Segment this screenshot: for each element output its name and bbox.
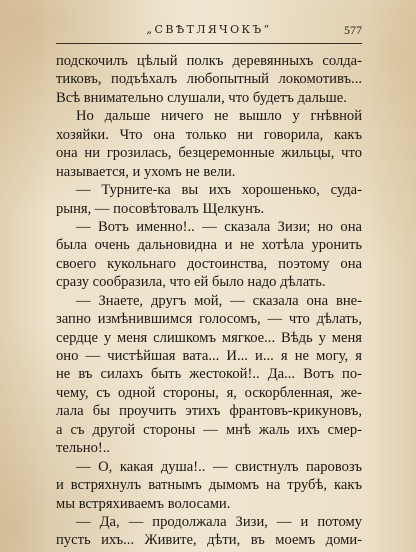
body-text <box>56 52 362 550</box>
running-title: „СВѢТЛЯЧОКЪ“ <box>146 23 272 36</box>
text-line: мы встряхиваемъ волосами. <box>56 495 231 512</box>
text-line: — О, какая душа!.. — свистнулъ паровозъ <box>76 458 362 475</box>
text-line: не въ силахъ быть жестокой!.. Да... Вотъ по- <box>56 366 362 383</box>
text-line: она ни грозилась, безцеремонные жильцы, что <box>56 145 362 162</box>
text-line: запно измѣнившимся голосомъ, — что дѣлать, <box>56 311 362 328</box>
text-line: пусть ихъ... Живите, дѣти, въ моемъ доми- <box>56 532 362 549</box>
text-line: тиковъ, подъѣхалъ любопытный локомотивъ... <box>56 71 362 88</box>
header-rule <box>56 43 362 44</box>
text-line: подскочилъ цѣлый полкъ деревянныхъ солда- <box>56 53 362 69</box>
text-line: сердце у меня слишкомъ мягкое... Вѣдь у меня <box>56 329 362 346</box>
text-line: Всѣ внимательно слушали, что будетъ дальше. <box>56 89 347 106</box>
text-line: рыня, — посовѣтовалъ Щелкунъ. <box>56 200 265 217</box>
text-line: — Да, — продолжала Зизи, — и потому <box>76 513 362 530</box>
text-line: своего кукольнаго достоинства, поэтому она <box>56 255 362 272</box>
text-line: чему, съ одной стороны, я, оскорбленная, же- <box>56 384 362 401</box>
text-line: — Вотъ именно!.. — сказала Зизи; но она <box>76 218 362 235</box>
text-line: — Знаете, другъ мой, — сказала она вне- <box>76 292 362 309</box>
text-line: хозяйки. Что она только ни говорила, какъ <box>56 126 362 143</box>
text-line: а съ другой стороны — мнѣ жаль ихъ смер- <box>56 421 362 438</box>
text-line: была очень дальновидна и не хотѣла уронить <box>56 237 362 254</box>
text-line: и встряхнулъ ватнымъ дымомъ на трубѣ, какъ <box>56 477 362 494</box>
text-line: лала бы проучить этихъ франтовъ-крикуновъ, <box>56 403 362 420</box>
text-line: называется, и ухомъ не вели. <box>56 163 236 180</box>
page-header <box>56 20 362 40</box>
text-line: сразу сообразила, что ей было надо дѣлать. <box>56 274 326 291</box>
text-line: оно — чистѣйшая вата... И... и... я не могу, я <box>56 348 362 364</box>
text-line: Но дальше ничего не вышло у гнѣвной <box>76 108 362 125</box>
page-number: 577 <box>344 23 362 37</box>
text-line: тельно!.. <box>56 440 111 457</box>
text-line: — Турните-ка вы ихъ хорошенько, суда- <box>76 182 362 199</box>
